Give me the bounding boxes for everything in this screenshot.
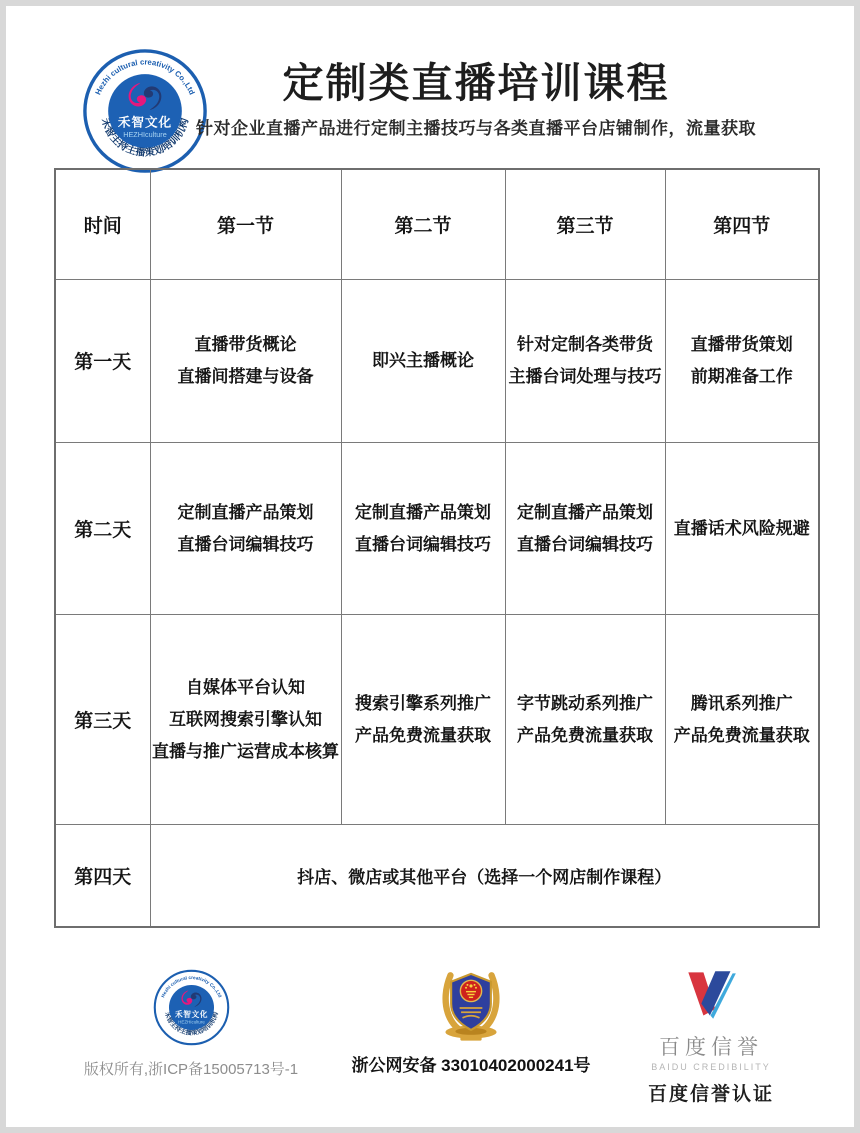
cell-line: 直播台词编辑技巧 <box>517 534 653 554</box>
cell-line: 互联网搜索引擎认知 <box>169 709 322 729</box>
cell-line: 即兴主播概论 <box>372 351 474 370</box>
cell-line: 自媒体平台认知 <box>186 677 305 697</box>
cell-line: 针对定制各类带货 <box>517 335 653 354</box>
schedule-cell <box>341 279 505 442</box>
cell-line: 直播台词编辑技巧 <box>355 534 491 554</box>
cell-line: 产品免费流量获取 <box>355 725 491 745</box>
cell-line: 前期准备工作 <box>690 367 793 386</box>
column-header-session2: 第二节 <box>341 169 505 279</box>
row-label-day2: 第二天 <box>55 442 150 614</box>
page-subtitle: 针对企业直播产品进行定制主播技巧与各类直播平台店铺制作，流量获取 <box>196 119 756 138</box>
schedule-cell <box>341 442 505 614</box>
icp-record-text: 版权所有,浙ICP备15005713号-1 <box>83 1061 299 1078</box>
cell-line: 字节跳动系列推广 <box>517 693 653 713</box>
cell-line: 产品免费流量获取 <box>673 725 810 745</box>
schedule-cell <box>341 614 505 824</box>
cell-line: 产品免费流量获取 <box>517 725 653 745</box>
table-row-day4 <box>55 824 819 927</box>
schedule-cell <box>505 442 665 614</box>
table-row-day1 <box>55 279 819 442</box>
row-label-day1: 第一天 <box>55 279 150 442</box>
schedule-table <box>54 168 820 928</box>
cell-line: 主播台词处理与技巧 <box>508 367 662 386</box>
schedule-cell <box>665 442 819 614</box>
column-header-session4: 第四节 <box>665 169 819 279</box>
cell-line: 直播与推广运营成本核算 <box>152 741 339 761</box>
footer-police-block <box>346 964 596 1076</box>
baidu-credibility-en: BAIDU CREDIBILITY <box>651 1062 771 1072</box>
baidu-credibility-cn: 百度信誉 <box>659 1036 763 1059</box>
cell-line: 直播话术风险规避 <box>673 518 810 538</box>
schedule-cell <box>150 442 341 614</box>
row-label-day3: 第三天 <box>55 614 150 824</box>
schedule-cell <box>505 614 665 824</box>
cell-line: 定制直播产品策划 <box>355 502 491 522</box>
schedule-cell <box>505 279 665 442</box>
police-record-text: 浙公网安备 33010402000241号 <box>351 1056 591 1075</box>
schedule-cell <box>150 279 341 442</box>
baidu-credibility-icon <box>683 968 739 1022</box>
footer-copyright-block <box>71 969 311 1079</box>
cell-line: 直播间搭建与设备 <box>177 367 314 386</box>
header <box>146 60 806 139</box>
table-row-day3 <box>55 614 819 824</box>
cell-line: 直播带货概论 <box>194 335 297 354</box>
page-title: 定制类直播培训课程 <box>282 60 670 106</box>
column-header-session3: 第三节 <box>505 169 665 279</box>
column-header-session1: 第一节 <box>150 169 341 279</box>
table-row-day2 <box>55 442 819 614</box>
cell-line: 定制直播产品策划 <box>177 502 314 522</box>
baidu-cert-text: 百度信誉认证 <box>647 1084 774 1105</box>
cell-line: 直播台词编辑技巧 <box>177 534 314 554</box>
cell-line: 腾讯系列推广 <box>690 693 793 713</box>
schedule-cell <box>665 279 819 442</box>
cell-line: 搜索引擎系列推广 <box>355 693 491 713</box>
row-label-day4: 第四天 <box>55 824 150 927</box>
column-header-time: 时间 <box>55 169 150 279</box>
schedule-cell <box>150 614 341 824</box>
footer-company-logo <box>153 969 230 1046</box>
police-badge-icon <box>435 964 507 1042</box>
schedule-cell <box>665 614 819 824</box>
schedule-cell-merged: 抖店、微店或其他平台（选择一个网店制作课程） <box>150 824 819 927</box>
footer-baidu-block <box>616 968 806 1106</box>
cell-line: 直播带货策划 <box>690 335 793 354</box>
table-header-row <box>55 169 819 279</box>
cell-line: 定制直播产品策划 <box>517 502 653 522</box>
